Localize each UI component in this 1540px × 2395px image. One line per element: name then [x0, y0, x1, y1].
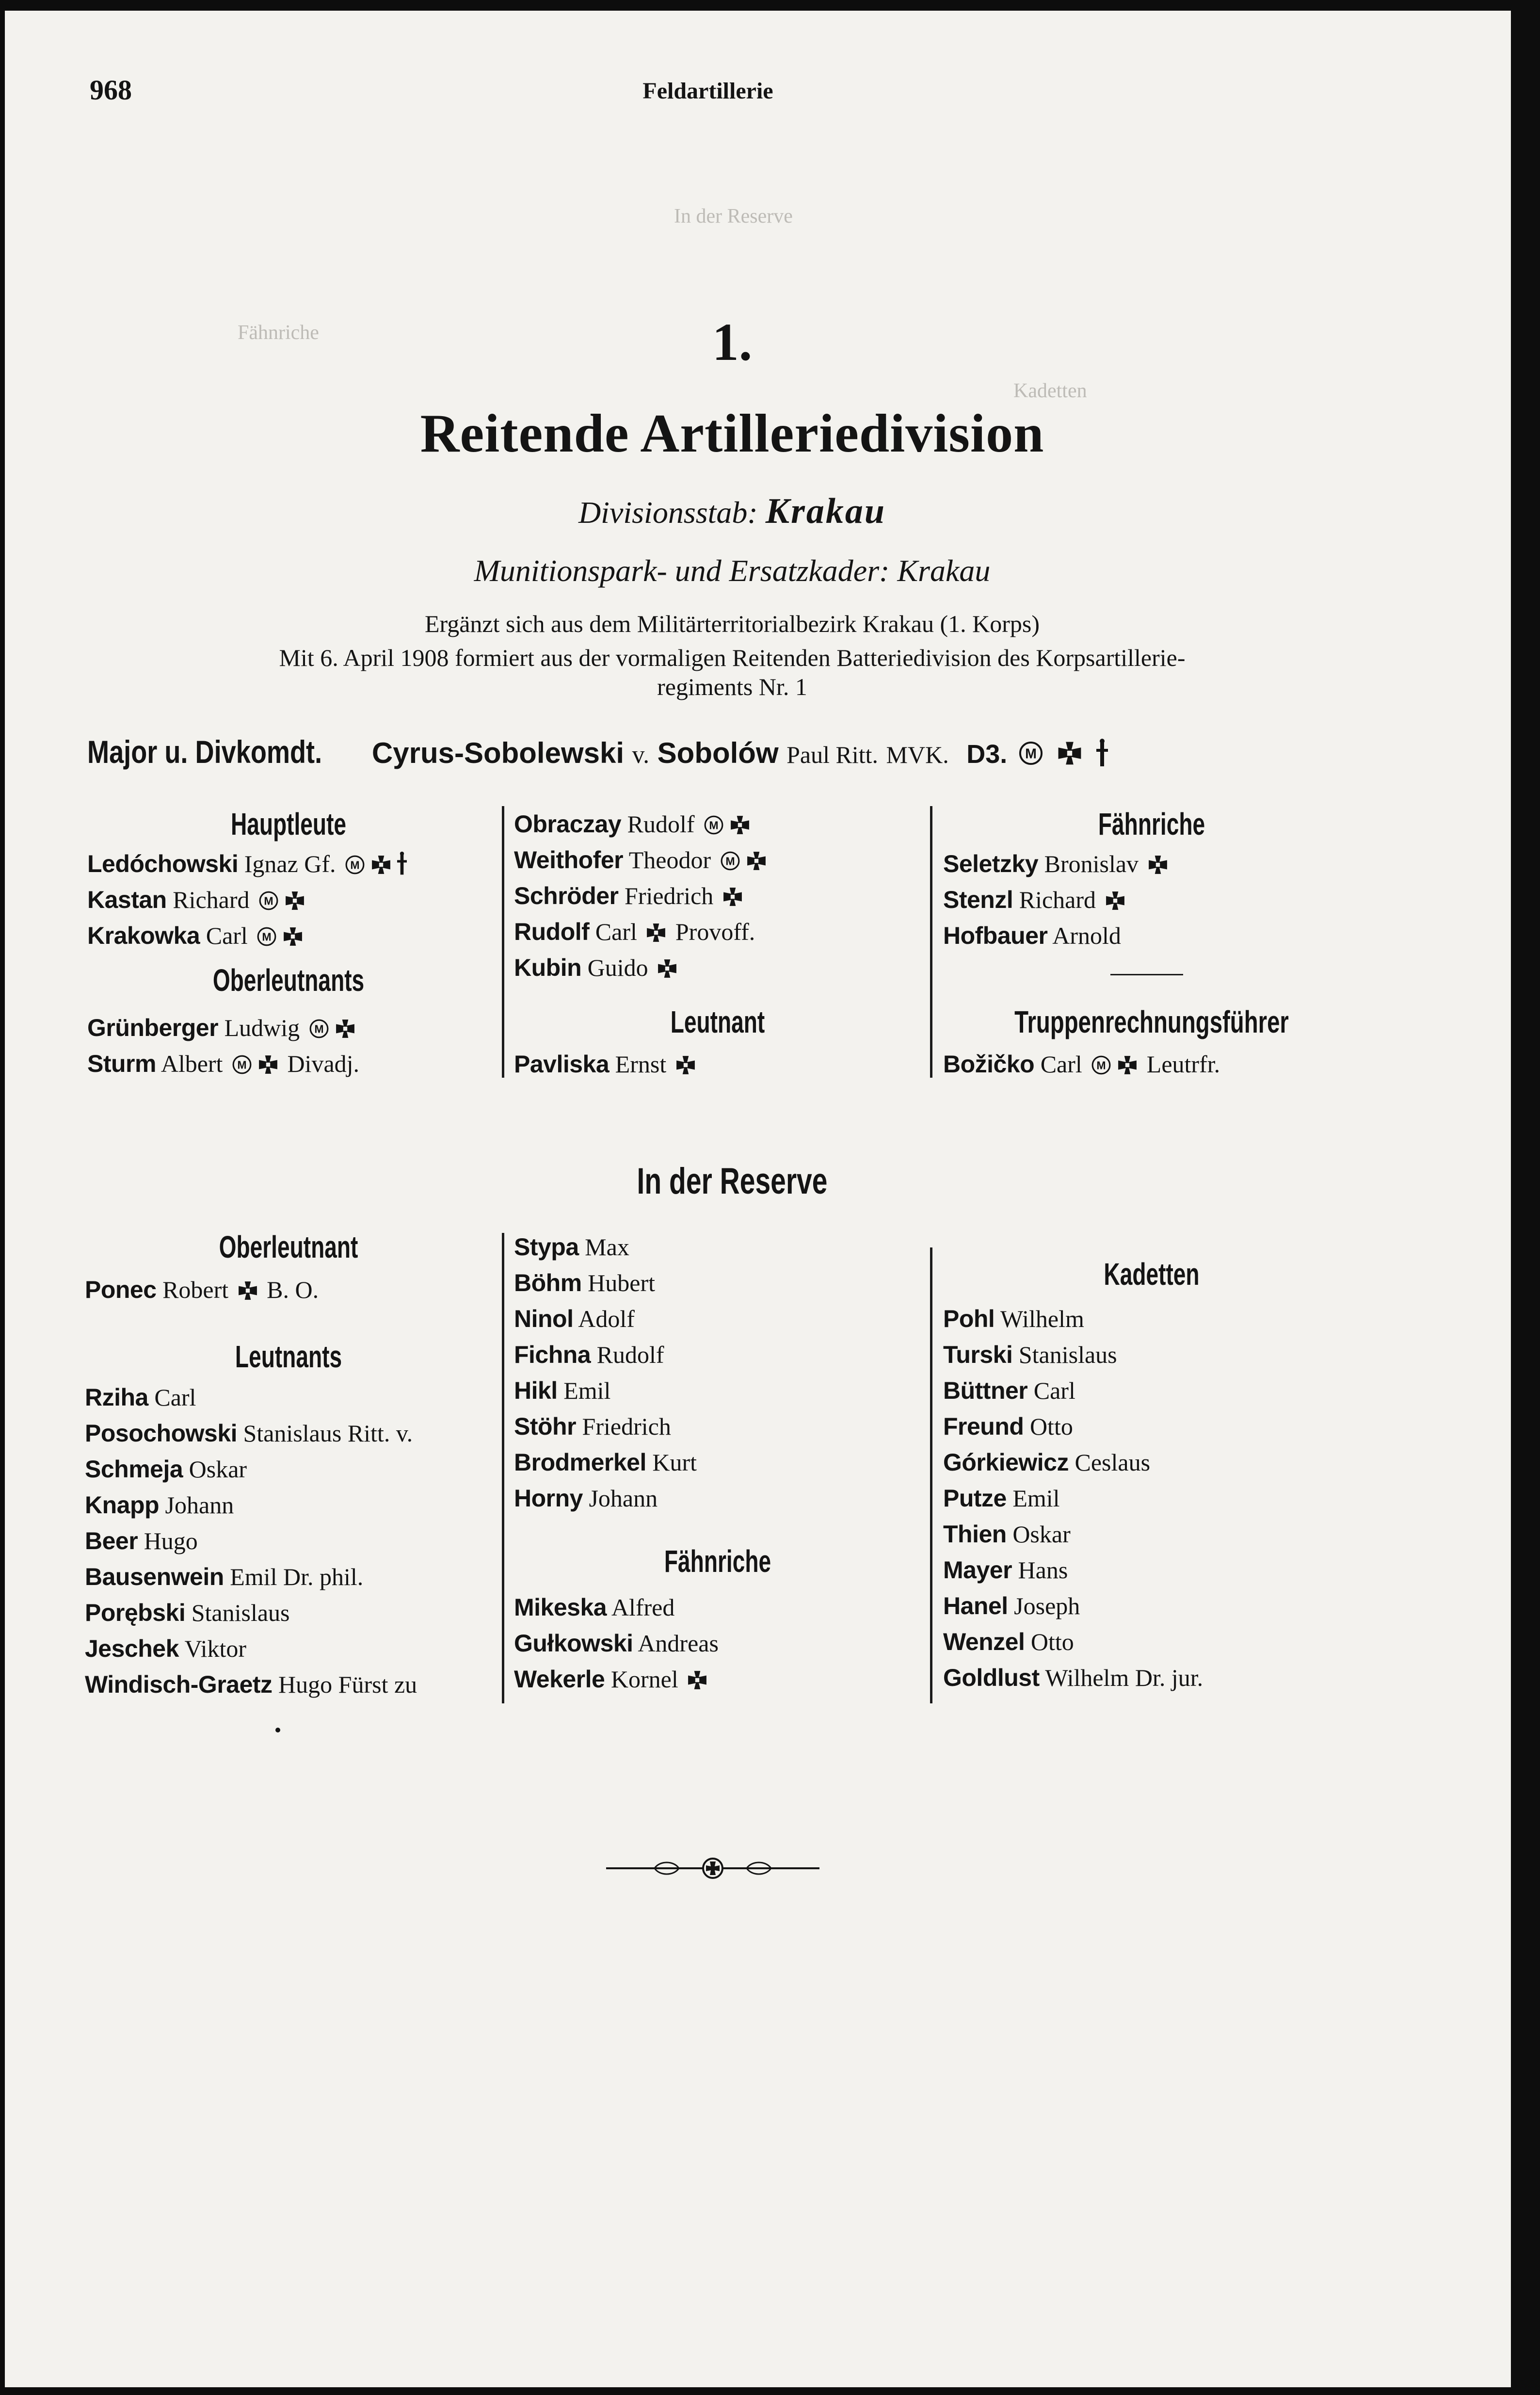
cross-pattee-icon	[730, 815, 750, 835]
list-item: Horny Johann	[514, 1485, 658, 1512]
ghost-text: In der Reserve	[674, 205, 793, 227]
list-item: Górkiewicz Ceslaus	[943, 1449, 1151, 1476]
jubilee-cross-icon	[1096, 738, 1108, 768]
cross-pattee-icon	[746, 851, 767, 871]
commander-surname: Cyrus-Sobolewski	[371, 737, 625, 769]
section-header-reserve-oberleutnant: Oberleutnant	[219, 1230, 358, 1264]
commander-rank: Major u. Divkomdt.	[87, 734, 322, 770]
list-item: Ledóchowski Ignaz Gf.	[87, 846, 410, 882]
list-item: Thien Oskar	[943, 1521, 1071, 1548]
medal-m-icon	[345, 855, 365, 875]
list-item: Pohl Wilhelm	[943, 1305, 1084, 1332]
section-header-truppenrechnungsfuehrer: Truppenrechnungsführer	[1014, 1004, 1289, 1039]
cross-pattee-icon	[1117, 1055, 1138, 1075]
ghost-text: Kadetten	[1013, 380, 1087, 402]
reserve-oberleutnant-list	[85, 1272, 319, 1308]
section-header-faehnriche: Fähnriche	[1098, 807, 1205, 841]
leutnant-list	[514, 1046, 699, 1082]
list-item: Brodmerkel Kurt	[514, 1449, 697, 1476]
document-page	[5, 11, 1511, 2387]
hauptleute-list-continued	[514, 806, 770, 986]
list-item: Schröder Friedrich	[514, 878, 770, 914]
section-header-oberleutnants: Oberleutnants	[212, 963, 365, 998]
list-item: Turski Stanislaus	[943, 1341, 1117, 1368]
formation-line: Mit 6. April 1908 formiert aus der vormaligen Reitenden Batteriedivision des Korpsartillerie-	[279, 644, 1186, 671]
park-line: Munitionspark- und Ersatzkader: Krakau	[474, 553, 991, 588]
cross-pattee-icon	[687, 1670, 707, 1690]
cross-pattee-icon	[371, 855, 391, 875]
ornament-divider	[606, 1854, 819, 1883]
speck	[275, 1728, 280, 1732]
column-divider	[930, 806, 932, 1078]
list-item: Mayer Hans	[943, 1556, 1068, 1584]
list-item: Porębski Stanislaus	[85, 1599, 290, 1626]
column-divider	[502, 806, 504, 1078]
list-item: Kubin Guido	[514, 950, 770, 986]
list-item: Hofbauer Arnold	[943, 922, 1121, 949]
list-item: Ponec Robert B. O.	[85, 1276, 319, 1303]
list-item: Stypa Max	[514, 1233, 629, 1261]
page-number: 968	[90, 74, 132, 106]
section-header-leutnant: Leutnant	[670, 1004, 765, 1039]
truppenrechnungsfuehrer-list	[943, 1046, 1220, 1082]
list-item: Goldlust Wilhelm Dr. jur.	[943, 1664, 1203, 1691]
section-header-hauptleute: Hauptleute	[230, 807, 347, 841]
supplement-line: Ergänzt sich aus dem Militärterritorialbezirk Krakau (1. Korps)	[424, 610, 1040, 637]
commander-decoration: MVK.	[886, 741, 949, 768]
unit-title: Reitende Artilleriedivision	[420, 404, 1044, 464]
list-item: Hikl Emil	[514, 1377, 611, 1404]
medal-m-icon	[232, 1054, 252, 1075]
list-item: Windisch-Graetz Hugo Fürst zu	[85, 1671, 417, 1698]
medal-m-icon	[309, 1019, 329, 1039]
list-item: Grünberger Ludwig	[87, 1010, 359, 1046]
column-divider	[930, 1247, 932, 1703]
faehnriche-list	[943, 846, 1171, 954]
section-header-reserve: In der Reserve	[637, 1161, 828, 1202]
list-item: Stöhr Friedrich	[514, 1413, 671, 1440]
list-item: Büttner Carl	[943, 1377, 1075, 1404]
medal-m-icon	[258, 890, 279, 911]
list-item: Rudolf Carl Provoff.	[514, 918, 755, 945]
medal-m-icon	[257, 926, 277, 947]
list-item: Böhm Hubert	[514, 1269, 655, 1296]
formation-line-2: regiments Nr. 1	[657, 673, 807, 700]
commander-given: Paul Ritt.	[786, 741, 879, 768]
short-rule	[1110, 974, 1183, 975]
staff-line	[344, 491, 1120, 532]
cross-pattee-icon	[1148, 855, 1168, 875]
ghost-text: Fähnriche	[238, 322, 319, 344]
cross-pattee-icon	[335, 1019, 355, 1039]
running-title: Feldartillerie	[642, 78, 773, 104]
list-item: Mikeska Alfred	[514, 1594, 675, 1621]
list-item: Weithofer Theodor	[514, 842, 770, 878]
list-item: Ninol Adolf	[514, 1305, 635, 1332]
section-header-kadetten: Kadetten	[1104, 1257, 1200, 1292]
list-item: Rziha Carl	[85, 1384, 196, 1411]
cross-pattee-icon	[285, 890, 305, 911]
cross-pattee-icon	[238, 1280, 258, 1301]
list-item: Seletzky Bronislav	[943, 846, 1171, 882]
medal-m-icon	[1018, 741, 1043, 766]
list-item: Stenzl Richard	[943, 882, 1171, 918]
list-item: Božičko Carl Leutrfr.	[943, 1051, 1220, 1078]
list-item: Sturm Albert Divadj.	[87, 1050, 360, 1077]
list-item: Pavliska Ernst	[514, 1046, 699, 1082]
list-item: Bausenwein Emil Dr. phil.	[85, 1563, 364, 1590]
staff-location: Krakau	[765, 491, 886, 531]
cross-pattee-icon	[722, 887, 743, 907]
commander-line	[87, 733, 1111, 771]
section-header-leutnants: Leutnants	[235, 1339, 342, 1374]
list-item: Wenzel Otto	[943, 1628, 1074, 1655]
list-item: Knapp Johann	[85, 1491, 234, 1519]
unit-number: 1.	[712, 312, 753, 372]
list-item: Putze Emil	[943, 1485, 1060, 1512]
list-item: Wekerle Kornel	[514, 1661, 719, 1697]
medal-m-icon	[1091, 1055, 1111, 1075]
commander-particle: v.	[632, 741, 650, 769]
cross-pattee-icon	[646, 922, 666, 943]
column-divider	[502, 1233, 504, 1703]
cross-pattee-icon	[1105, 890, 1125, 911]
leutnants-list-continued	[514, 1229, 697, 1516]
cross-pattee-icon	[1057, 741, 1082, 766]
list-item: Jeschek Viktor	[85, 1635, 247, 1662]
cross-pattee-icon	[675, 1055, 696, 1075]
list-item: Hanel Joseph	[943, 1592, 1080, 1619]
staff-label: Divisionsstab:	[578, 495, 758, 530]
commander-d3: D3.	[966, 740, 1008, 769]
medal-m-icon	[704, 815, 724, 835]
list-item: Krakowka Carl	[87, 918, 410, 954]
jubilee-cross-icon	[397, 851, 407, 876]
hauptleute-list	[87, 846, 410, 954]
section-header-reserve-faehnriche: Fähnriche	[664, 1544, 771, 1579]
kadetten-list	[943, 1301, 1203, 1696]
list-item: Beer Hugo	[85, 1527, 198, 1554]
list-item: Freund Otto	[943, 1413, 1073, 1440]
cross-pattee-icon	[657, 958, 677, 979]
list-item: Gułkowski Andreas	[514, 1630, 719, 1657]
list-item: Fichna Rudolf	[514, 1341, 664, 1368]
oberleutnants-list	[87, 1010, 359, 1082]
leutnants-list	[85, 1379, 417, 1702]
cross-pattee-icon	[283, 926, 303, 947]
list-item: Obraczay Rudolf	[514, 806, 770, 842]
cross-pattee-icon	[258, 1054, 278, 1075]
list-item: Posochowski Stanislaus Ritt. v.	[85, 1420, 413, 1447]
list-item: Kastan Richard	[87, 882, 410, 918]
reserve-faehnriche-list	[514, 1589, 719, 1697]
medal-m-icon	[720, 851, 740, 871]
list-item: Schmeja Oskar	[85, 1456, 247, 1483]
commander-place: Sobolów	[657, 737, 779, 769]
